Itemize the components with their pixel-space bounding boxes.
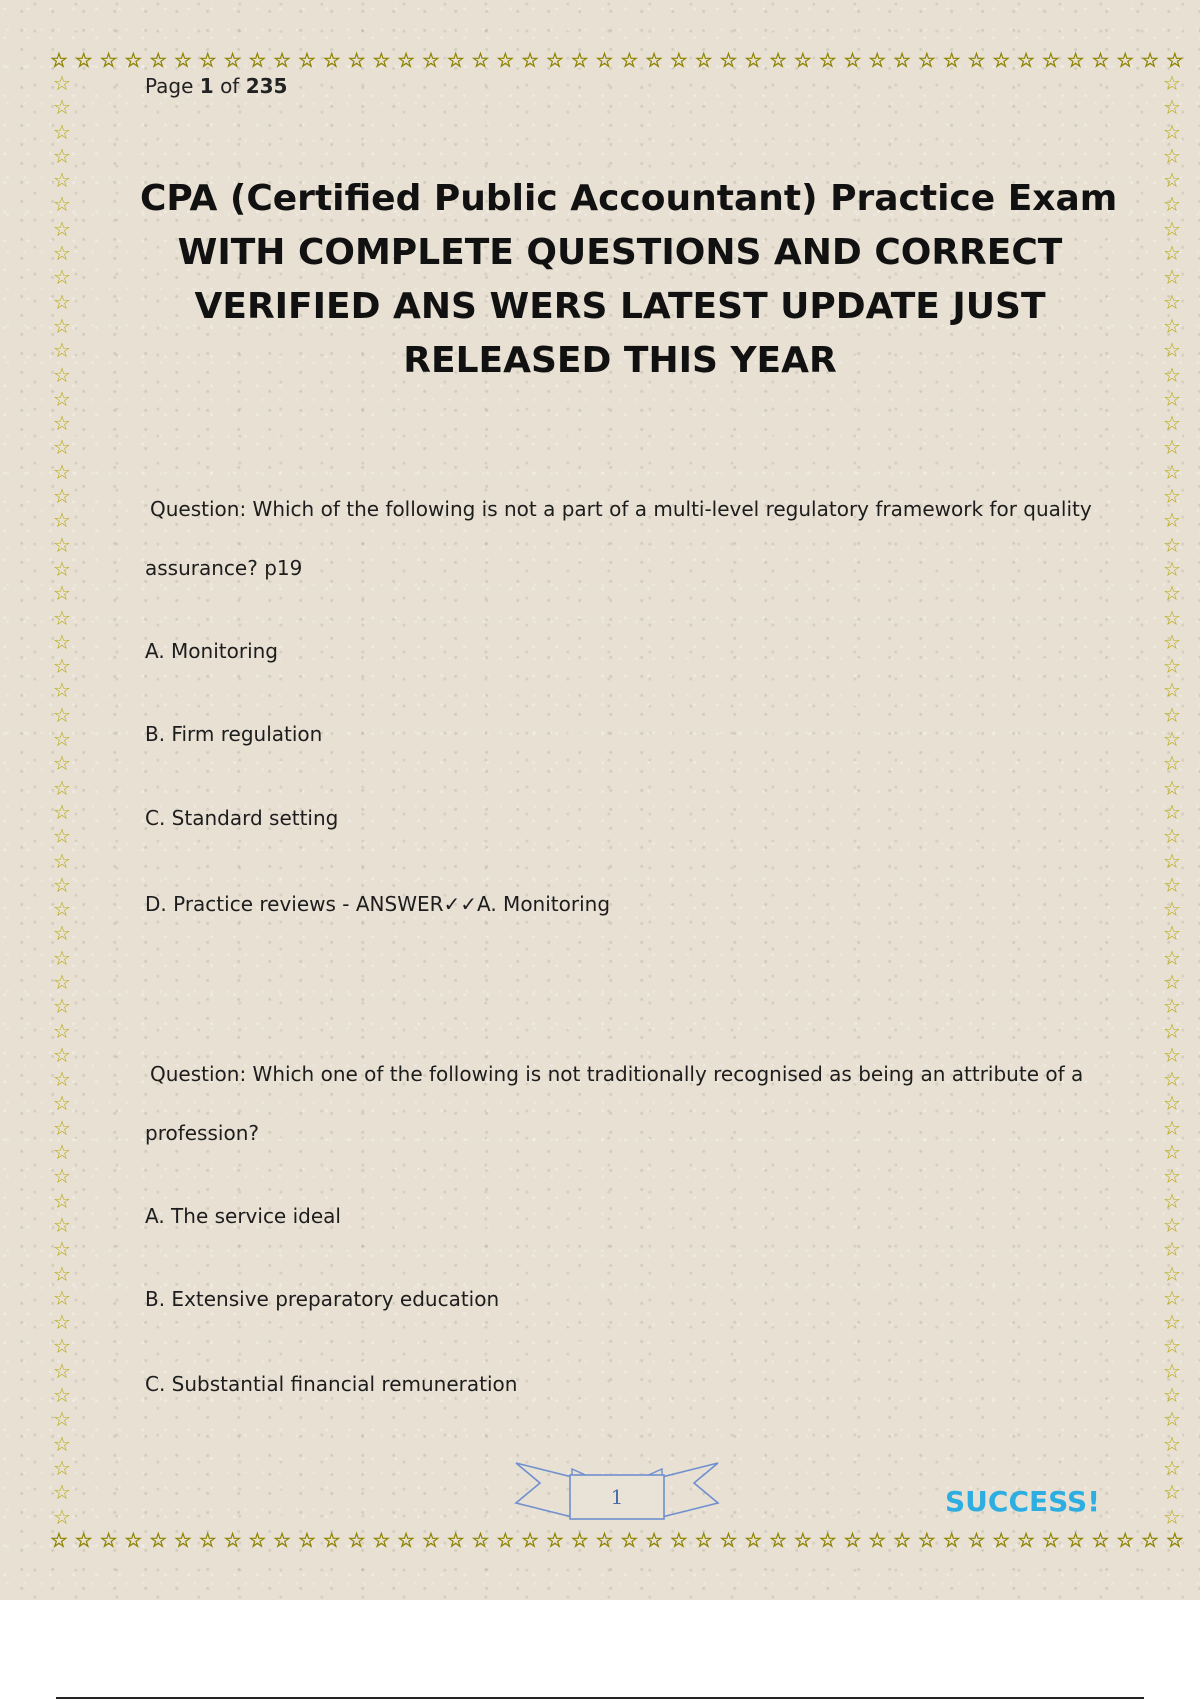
star-outline-icon: ☆	[1163, 95, 1181, 120]
star-outline-icon: ☆	[53, 1115, 71, 1140]
star-outline-icon: ☆	[53, 216, 71, 241]
star-outline-icon: ☆	[446, 48, 465, 72]
star-outline-icon: ☆	[1163, 994, 1181, 1019]
star-outline-icon: ☆	[149, 48, 168, 72]
star-outline-icon: ☆	[1163, 799, 1181, 824]
star-outline-icon: ☆	[1163, 435, 1181, 460]
page-current: 1	[199, 74, 214, 98]
star-outline-icon: ☆	[53, 921, 71, 946]
star-outline-icon: ☆	[53, 362, 71, 387]
star-outline-icon: ☆	[496, 1528, 515, 1552]
star-outline-icon: ☆	[1116, 1528, 1135, 1552]
star-outline-icon: ☆	[53, 727, 71, 752]
star-outline-icon: ☆	[53, 1212, 71, 1237]
star-outline-icon: ☆	[868, 48, 887, 72]
star-outline-icon: ☆	[620, 1528, 639, 1552]
star-outline-icon: ☆	[53, 994, 71, 1019]
star-outline-icon: ☆	[1017, 48, 1036, 72]
star-outline-icon: ☆	[74, 48, 93, 72]
star-outline-icon: ☆	[1163, 241, 1181, 266]
star-outline-icon: ☆	[595, 1528, 614, 1552]
title-line: RELEASED THIS YEAR	[403, 340, 837, 381]
star-outline-icon: ☆	[669, 1528, 688, 1552]
star-outline-icon: ☆	[50, 1528, 68, 1552]
star-outline-icon: ☆	[53, 459, 71, 484]
star-outline-icon: ☆	[1163, 411, 1181, 436]
star-outline-icon: ☆	[1163, 532, 1181, 557]
star-outline-icon: ☆	[53, 1480, 71, 1505]
star-outline-icon: ☆	[669, 48, 688, 72]
star-outline-icon: ☆	[1163, 1431, 1181, 1456]
star-outline-icon: ☆	[53, 654, 71, 679]
star-outline-icon: ☆	[818, 48, 837, 72]
star-outline-icon: ☆	[124, 1528, 143, 1552]
star-outline-icon: ☆	[1163, 168, 1181, 193]
star-outline-icon: ☆	[1165, 48, 1184, 72]
star-outline-icon: ☆	[53, 824, 71, 849]
star-outline-icon: ☆	[1163, 654, 1181, 679]
star-outline-icon: ☆	[1163, 143, 1181, 168]
star-outline-icon: ☆	[1163, 1164, 1181, 1189]
star-outline-icon: ☆	[53, 1164, 71, 1189]
star-outline-icon: ☆	[446, 1528, 465, 1552]
star-outline-icon: ☆	[1066, 48, 1085, 72]
star-outline-icon: ☆	[868, 1528, 887, 1552]
star-outline-icon: ☆	[1163, 897, 1181, 922]
bottom-divider	[56, 1697, 1144, 1699]
star-outline-icon: ☆	[53, 897, 71, 922]
star-outline-icon: ☆	[53, 678, 71, 703]
star-outline-icon: ☆	[53, 1455, 71, 1480]
star-outline-icon: ☆	[372, 48, 391, 72]
star-outline-icon: ☆	[570, 48, 589, 72]
star-outline-icon: ☆	[397, 1528, 416, 1552]
star-outline-icon: ☆	[53, 435, 71, 460]
star-outline-icon: ☆	[595, 48, 614, 72]
star-outline-icon: ☆	[1116, 48, 1135, 72]
star-outline-icon: ☆	[421, 1528, 440, 1552]
star-outline-icon: ☆	[471, 48, 490, 72]
star-outline-icon: ☆	[545, 48, 564, 72]
star-outline-icon: ☆	[297, 1528, 316, 1552]
star-outline-icon: ☆	[53, 1431, 71, 1456]
star-outline-icon: ☆	[521, 48, 540, 72]
star-outline-icon: ☆	[1163, 848, 1181, 873]
star-outline-icon: ☆	[1163, 1455, 1181, 1480]
star-outline-icon: ☆	[1163, 362, 1181, 387]
star-outline-icon: ☆	[942, 48, 961, 72]
star-outline-icon: ☆	[1163, 484, 1181, 509]
star-outline-icon: ☆	[53, 1285, 71, 1310]
star-outline-icon: ☆	[397, 48, 416, 72]
question-1-text-continued: assurance? p19	[145, 556, 303, 580]
star-outline-icon: ☆	[744, 1528, 763, 1552]
star-border-right	[1160, 72, 1184, 1528]
star-outline-icon: ☆	[53, 702, 71, 727]
star-outline-icon: ☆	[843, 48, 862, 72]
star-outline-icon: ☆	[1163, 581, 1181, 606]
star-outline-icon: ☆	[53, 95, 71, 120]
star-outline-icon: ☆	[1163, 751, 1181, 776]
star-outline-icon: ☆	[620, 48, 639, 72]
star-outline-icon: ☆	[1163, 1407, 1181, 1432]
star-outline-icon: ☆	[53, 1310, 71, 1335]
star-outline-icon: ☆	[198, 1528, 217, 1552]
star-outline-icon: ☆	[53, 1018, 71, 1043]
star-outline-icon: ☆	[694, 1528, 713, 1552]
star-outline-icon: ☆	[1163, 508, 1181, 533]
star-outline-icon: ☆	[53, 386, 71, 411]
star-outline-icon: ☆	[769, 48, 788, 72]
star-outline-icon: ☆	[223, 48, 242, 72]
star-outline-icon: ☆	[297, 48, 316, 72]
star-outline-icon: ☆	[347, 1528, 366, 1552]
star-outline-icon: ☆	[1041, 48, 1060, 72]
star-outline-icon: ☆	[53, 338, 71, 363]
star-outline-icon: ☆	[74, 1528, 93, 1552]
star-outline-icon: ☆	[1163, 556, 1181, 581]
star-outline-icon: ☆	[1165, 1528, 1184, 1552]
star-outline-icon: ☆	[1163, 1091, 1181, 1116]
question-1-option-d-answer: D. Practice reviews - ANSWER✓✓A. Monitoring	[145, 892, 611, 916]
star-outline-icon: ☆	[53, 872, 71, 897]
star-outline-icon: ☆	[694, 48, 713, 72]
star-outline-icon: ☆	[53, 1358, 71, 1383]
star-outline-icon: ☆	[1163, 1285, 1181, 1310]
star-outline-icon: ☆	[719, 1528, 738, 1552]
star-outline-icon: ☆	[53, 1140, 71, 1165]
star-outline-icon: ☆	[1163, 1358, 1181, 1383]
star-outline-icon: ☆	[992, 48, 1011, 72]
star-outline-icon: ☆	[173, 48, 192, 72]
star-outline-icon: ☆	[53, 265, 71, 290]
star-outline-icon: ☆	[1163, 969, 1181, 994]
title-line: CPA (Certified Public Accountant) Practice Exam	[140, 178, 1118, 219]
star-outline-icon: ☆	[173, 1528, 192, 1552]
question-2-text: Question: Which one of the following is not traditionally recognised as being an attribute of a	[150, 1062, 1084, 1086]
success-slogan: SUCCESS!	[945, 1485, 1100, 1518]
star-outline-icon: ☆	[1163, 1261, 1181, 1286]
star-outline-icon: ☆	[942, 1528, 961, 1552]
star-outline-icon: ☆	[496, 48, 515, 72]
star-outline-icon: ☆	[248, 1528, 267, 1552]
star-outline-icon: ☆	[53, 313, 71, 338]
star-outline-icon: ☆	[99, 48, 118, 72]
star-outline-icon: ☆	[1163, 1334, 1181, 1359]
star-outline-icon: ☆	[645, 1528, 664, 1552]
star-outline-icon: ☆	[53, 1504, 71, 1529]
star-outline-icon: ☆	[1141, 1528, 1159, 1552]
star-outline-icon: ☆	[1163, 629, 1181, 654]
star-outline-icon: ☆	[570, 1528, 589, 1552]
page-indicator	[145, 74, 287, 98]
star-outline-icon: ☆	[645, 48, 664, 72]
star-outline-icon: ☆	[1163, 1067, 1181, 1092]
question-1-text: Question: Which of the following is not a part of a multi-level regulatory framework for quality	[150, 497, 1092, 521]
star-outline-icon: ☆	[53, 143, 71, 168]
star-outline-icon: ☆	[53, 192, 71, 217]
star-outline-icon: ☆	[917, 48, 936, 72]
star-outline-icon: ☆	[1163, 1018, 1181, 1043]
star-outline-icon: ☆	[53, 119, 71, 144]
star-outline-icon: ☆	[53, 751, 71, 776]
star-outline-icon: ☆	[198, 48, 217, 72]
star-border-top	[50, 48, 1184, 72]
star-outline-icon: ☆	[1041, 1528, 1060, 1552]
star-outline-icon: ☆	[149, 1528, 168, 1552]
star-outline-icon: ☆	[1141, 48, 1159, 72]
question-1-option-c: C. Standard setting	[145, 806, 339, 830]
star-outline-icon: ☆	[1163, 1504, 1181, 1529]
star-outline-icon: ☆	[893, 48, 912, 72]
question-2-text-continued: profession?	[145, 1121, 259, 1145]
star-outline-icon: ☆	[1163, 289, 1181, 314]
star-outline-icon: ☆	[1163, 1310, 1181, 1335]
star-outline-icon: ☆	[53, 969, 71, 994]
title-line: WITH COMPLETE QUESTIONS AND CORRECT	[177, 232, 1063, 273]
question-2-option-b: B. Extensive preparatory education	[145, 1287, 500, 1311]
star-outline-icon: ☆	[421, 48, 440, 72]
star-outline-icon: ☆	[1163, 702, 1181, 727]
star-outline-icon: ☆	[793, 48, 812, 72]
star-outline-icon: ☆	[273, 1528, 292, 1552]
star-outline-icon: ☆	[1163, 216, 1181, 241]
star-outline-icon: ☆	[917, 1528, 936, 1552]
star-outline-icon: ☆	[53, 1407, 71, 1432]
question-1-option-b: B. Firm regulation	[145, 722, 323, 746]
star-outline-icon: ☆	[1163, 945, 1181, 970]
star-outline-icon: ☆	[347, 48, 366, 72]
star-outline-icon: ☆	[53, 1067, 71, 1092]
star-outline-icon: ☆	[53, 581, 71, 606]
star-outline-icon: ☆	[124, 48, 143, 72]
star-outline-icon: ☆	[53, 1042, 71, 1067]
star-outline-icon: ☆	[1163, 265, 1181, 290]
star-outline-icon: ☆	[273, 48, 292, 72]
star-outline-icon: ☆	[53, 848, 71, 873]
star-outline-icon: ☆	[545, 1528, 564, 1552]
star-outline-icon: ☆	[893, 1528, 912, 1552]
star-outline-icon: ☆	[1163, 1212, 1181, 1237]
star-outline-icon: ☆	[53, 945, 71, 970]
star-outline-icon: ☆	[53, 1091, 71, 1116]
star-outline-icon: ☆	[967, 48, 986, 72]
star-outline-icon: ☆	[53, 532, 71, 557]
star-outline-icon: ☆	[1163, 386, 1181, 411]
star-outline-icon: ☆	[1163, 727, 1181, 752]
star-outline-icon: ☆	[1017, 1528, 1036, 1552]
star-outline-icon: ☆	[1163, 338, 1181, 363]
star-outline-icon: ☆	[53, 1334, 71, 1359]
document-title	[140, 172, 1118, 388]
star-outline-icon: ☆	[223, 1528, 242, 1552]
footer-page-number: 1	[610, 1485, 624, 1509]
star-outline-icon: ☆	[53, 775, 71, 800]
star-outline-icon: ☆	[769, 1528, 788, 1552]
star-outline-icon: ☆	[843, 1528, 862, 1552]
star-outline-icon: ☆	[992, 1528, 1011, 1552]
star-outline-icon: ☆	[53, 484, 71, 509]
star-outline-icon: ☆	[1163, 1383, 1181, 1408]
star-outline-icon: ☆	[967, 1528, 986, 1552]
star-outline-icon: ☆	[471, 1528, 490, 1552]
star-outline-icon: ☆	[53, 411, 71, 436]
page-total: 235	[245, 74, 288, 98]
star-outline-icon: ☆	[1091, 48, 1110, 72]
star-outline-icon: ☆	[322, 48, 341, 72]
star-outline-icon: ☆	[53, 241, 71, 266]
star-outline-icon: ☆	[1163, 313, 1181, 338]
star-outline-icon: ☆	[53, 508, 71, 533]
star-outline-icon: ☆	[372, 1528, 391, 1552]
star-outline-icon: ☆	[1163, 1140, 1181, 1165]
question-2-option-a: A. The service ideal	[145, 1204, 341, 1228]
star-outline-icon: ☆	[818, 1528, 837, 1552]
star-outline-icon: ☆	[53, 1237, 71, 1262]
star-outline-icon: ☆	[53, 1383, 71, 1408]
star-outline-icon: ☆	[53, 1261, 71, 1286]
star-outline-icon: ☆	[1163, 1188, 1181, 1213]
star-outline-icon: ☆	[53, 168, 71, 193]
star-outline-icon: ☆	[1066, 1528, 1085, 1552]
star-outline-icon: ☆	[1163, 459, 1181, 484]
star-outline-icon: ☆	[1163, 824, 1181, 849]
star-outline-icon: ☆	[248, 48, 267, 72]
star-outline-icon: ☆	[1163, 119, 1181, 144]
star-outline-icon: ☆	[1163, 775, 1181, 800]
star-outline-icon: ☆	[99, 1528, 118, 1552]
star-outline-icon: ☆	[1163, 1115, 1181, 1140]
star-outline-icon: ☆	[744, 48, 763, 72]
star-outline-icon: ☆	[50, 48, 68, 72]
star-outline-icon: ☆	[1163, 192, 1181, 217]
star-outline-icon: ☆	[521, 1528, 540, 1552]
star-outline-icon: ☆	[53, 799, 71, 824]
star-border-left	[50, 72, 74, 1528]
star-border-bottom	[50, 1528, 1184, 1552]
star-outline-icon: ☆	[1163, 1480, 1181, 1505]
star-outline-icon: ☆	[1163, 71, 1181, 95]
star-outline-icon: ☆	[719, 48, 738, 72]
star-outline-icon: ☆	[322, 1528, 341, 1552]
question-2-option-c: C. Substantial financial remuneration	[145, 1372, 518, 1396]
star-outline-icon: ☆	[1163, 1237, 1181, 1262]
star-outline-icon: ☆	[1163, 605, 1181, 630]
star-outline-icon: ☆	[1163, 872, 1181, 897]
page-of: of	[220, 74, 240, 98]
star-outline-icon: ☆	[53, 605, 71, 630]
star-outline-icon: ☆	[793, 1528, 812, 1552]
star-outline-icon: ☆	[1163, 921, 1181, 946]
star-outline-icon: ☆	[53, 629, 71, 654]
star-outline-icon: ☆	[1163, 678, 1181, 703]
star-outline-icon: ☆	[53, 289, 71, 314]
page-label: Page	[145, 74, 194, 98]
title-line: VERIFIED ANS WERS LATEST UPDATE JUST	[194, 286, 1046, 327]
star-outline-icon: ☆	[53, 556, 71, 581]
star-outline-icon: ☆	[1091, 1528, 1110, 1552]
question-1-option-a: A. Monitoring	[145, 639, 278, 663]
star-outline-icon: ☆	[53, 71, 71, 95]
star-outline-icon: ☆	[1163, 1042, 1181, 1067]
star-outline-icon: ☆	[53, 1188, 71, 1213]
